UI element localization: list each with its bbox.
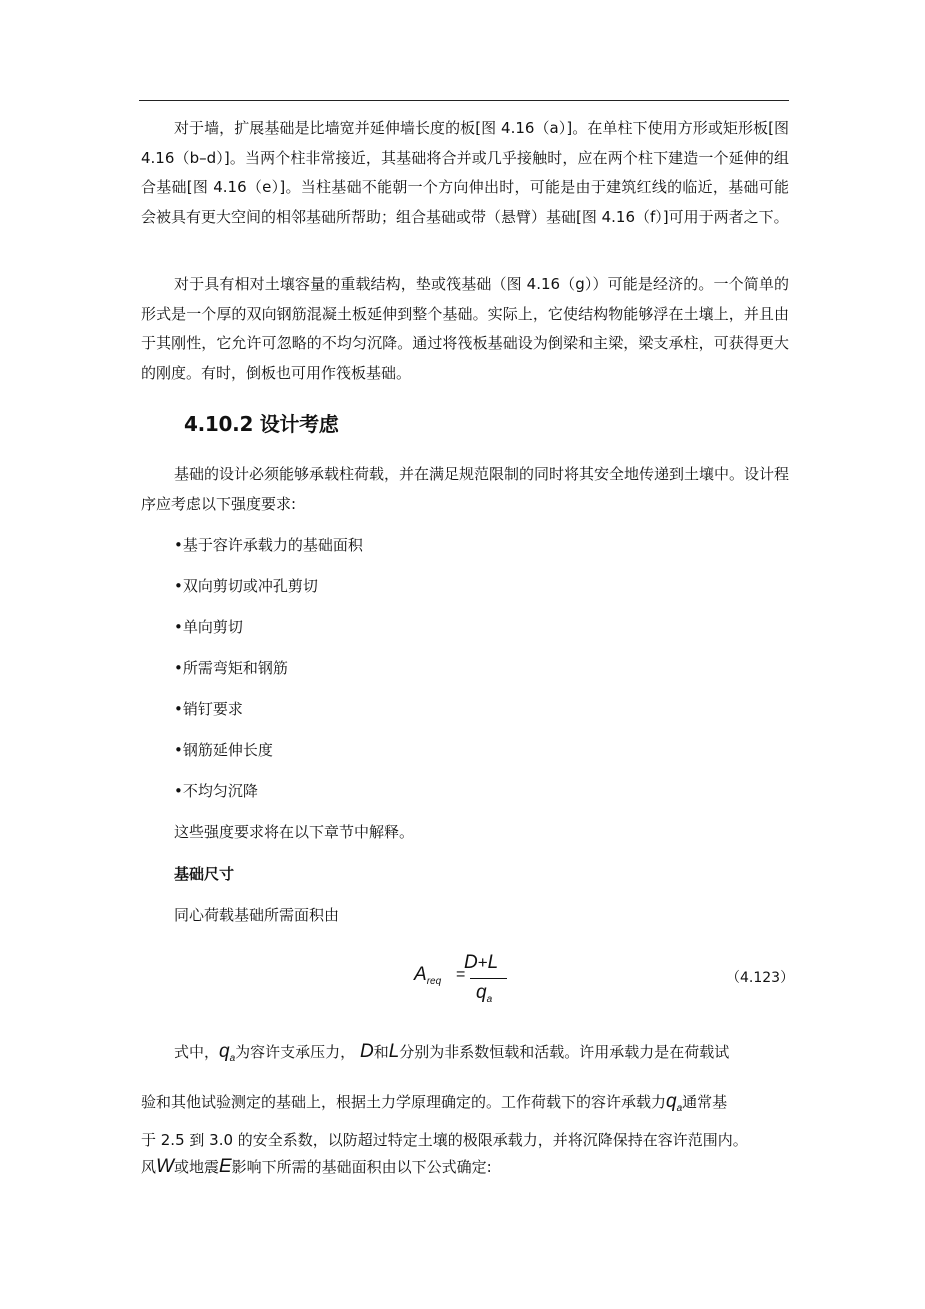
formula-numerator: D+L xyxy=(464,952,499,973)
explanation-line-4: 风W或地震E影响下所需的基础面积由以下公式确定: xyxy=(141,1156,492,1177)
section-number: 4.10.2 xyxy=(184,412,254,436)
bullet-item: •钢筋延伸长度 xyxy=(174,741,273,759)
section-title: 设计考虑 xyxy=(259,412,339,436)
subheading-footing-size: 基础尺寸 xyxy=(174,865,235,883)
paragraph-mat-foundations: 对于具有相对土壤容量的重载结构，垫或筏基础（图 4.16（g））可能是经济的。一个简单的形式是一个厚的双向钢筋混凝土板延伸到整个基础。实际上，它使结构物能够浮在土壤上，并且由于其刚性，它允许可忽略的不均匀沉降。通过将筏板基础设为倒梁和主梁，梁支承柱，可获得更大的刚度。有时，倒板也可用作筏板基础。 xyxy=(141,275,789,382)
formula-lhs: $A_{req}$ xyxy=(414,964,442,987)
formula-denominator: $q_a$ xyxy=(476,982,493,1005)
explanation-line-2: 验和其他试验测定的基础上，根据土力学原理确定的。工作荷载下的容许承载力$q_a$通常基 xyxy=(141,1091,728,1114)
formula-equals: = xyxy=(456,966,466,983)
requirements-note: 这些强度要求将在以下章节中解释。 xyxy=(174,823,415,841)
explanation-line-1: 式中，$q_a$为容许支承压力， D和L分别为非系数恒载和活载。许用承载力是在荷载试 xyxy=(174,1041,730,1064)
area-formula xyxy=(414,952,524,1010)
bullet-item: •不均匀沉降 xyxy=(174,782,258,800)
bullet-item: •基于容许承载力的基础面积 xyxy=(174,536,363,554)
bullet-item: •所需弯矩和钢筋 xyxy=(174,659,288,677)
bullet-item: •双向剪切或冲孔剪切 xyxy=(174,577,318,595)
explanation-line-3: 于 2.5 到 3.0 的安全系数，以防超过特定土壤的极限承载力，并将沉降保持在容许范围内。 xyxy=(141,1131,748,1149)
bullet-item: •销钉要求 xyxy=(174,700,243,718)
paragraph-design-intro: 基础的设计必须能够承载柱荷载，并在满足规范限制的同时将其安全地传递到土壤中。设计程序应考虑以下强度要求: xyxy=(141,465,790,513)
header-rule xyxy=(139,100,789,101)
fraction-bar xyxy=(470,978,507,979)
equation-number: （4.123） xyxy=(726,970,795,986)
section-heading xyxy=(184,408,339,437)
bullet-item: •单向剪切 xyxy=(174,618,243,636)
paragraph-spread-footings: 对于墙，扩展基础是比墙宽并延伸墙长度的板[图 4.16（a）]。在单柱下使用方形或矩形板[图 4.16（b–d）]。当两个柱非常接近，其基础将合并或几乎接触时，应在两个柱下建造一个延伸的组合基础[图 4.16（e）]。当柱基础不能朝一个方向伸出时，可能是由于建筑红线的临近，基础可能会被具有更大空间的相邻基础所帮助；组合基础或带（悬臂）基础[图 4.16（f）]可用于两者之下。 xyxy=(141,119,789,226)
formula-intro: 同心荷载基础所需面积由 xyxy=(174,906,340,924)
